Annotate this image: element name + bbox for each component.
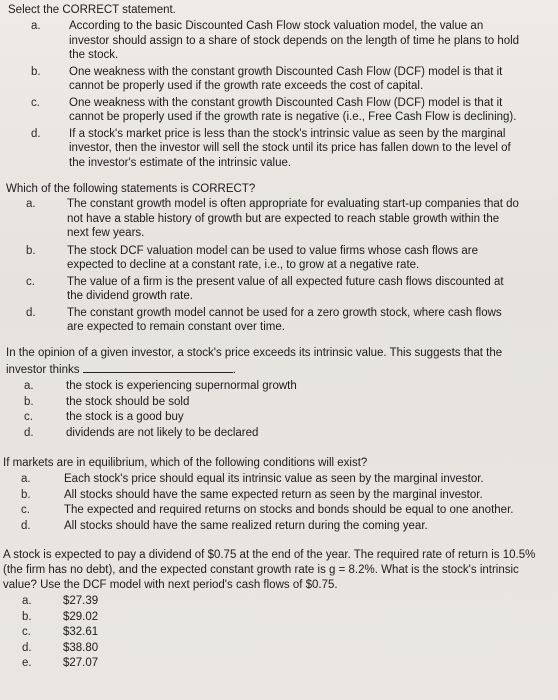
option-c[interactable]	[0, 503, 558, 518]
option-b[interactable]	[0, 488, 558, 503]
question-4	[0, 456, 558, 533]
option-a[interactable]	[0, 379, 558, 394]
option-text: One weakness with the constant growth Discounted Cash Flow (DCF) model is that it cannot be properly used if the growth rate exceeds the cost of capital.	[69, 65, 503, 92]
option-letter: d.	[21, 519, 31, 532]
option-letter: d.	[24, 426, 34, 439]
option-text: $29.02	[63, 610, 99, 623]
option-letter: c.	[21, 504, 30, 516]
question-1	[0, 3, 558, 170]
option-text: The constant growth model is often appropriate for evaluating start-up companies that do not have a stable history of growth but are expected to reach stable growth within the next few years.	[67, 198, 519, 239]
option-letter: a.	[31, 20, 41, 32]
option-letter: b.	[26, 244, 36, 257]
option-text: the stock should be sold	[66, 395, 190, 408]
option-text: Each stock's price should equal its intrinsic value as seen by the marginal investor.	[64, 473, 484, 485]
option-text: The constant growth model cannot be used for a zero growth stock, where cash flows are expected to remain constant over time.	[67, 306, 502, 333]
option-letter: b.	[21, 488, 31, 501]
stem-end: .	[232, 364, 236, 376]
option-a[interactable]	[0, 594, 558, 609]
option-b[interactable]	[0, 65, 558, 94]
question-3	[0, 346, 558, 440]
option-text: $27.07	[63, 657, 99, 669]
option-text: The value of a firm is the present value of all expected future cash flows discounted at the dividend growth rate.	[67, 275, 504, 302]
option-letter: a.	[22, 595, 32, 607]
question-stem	[0, 346, 541, 378]
option-text: $27.39	[63, 595, 99, 607]
option-c[interactable]	[0, 275, 558, 304]
question-stem: If markets are in equilibrium, which of the following conditions will exist?	[3, 457, 368, 469]
option-c[interactable]	[0, 410, 558, 425]
question-stem: A stock is expected to pay a dividend of $0.75 at the end of the year. The required rate of return is 10.5% (the firm has no debt), and the expected constant growth rate is g = 8.2%. What is the stock's intrinsic value? Use the DCF model with next period's cash flows of $0.75.	[3, 549, 536, 591]
option-e[interactable]	[0, 656, 558, 671]
option-letter: a.	[21, 473, 31, 485]
question-5	[0, 548, 558, 671]
option-text: dividends are not likely to be declared	[66, 426, 259, 439]
option-letter: a.	[24, 380, 34, 392]
option-text: According to the basic Discounted Cash Flow stock valuation model, the value an investor should assign to a share of stock depends on the length of time he plans to hold the stock.	[69, 20, 520, 61]
option-letter: c.	[26, 275, 35, 288]
option-b[interactable]	[0, 610, 558, 625]
answer-blank[interactable]	[83, 361, 233, 373]
option-c[interactable]	[0, 96, 558, 125]
option-d[interactable]	[0, 426, 558, 441]
option-letter: c.	[24, 411, 33, 423]
question-stem: Select the CORRECT statement.	[8, 4, 176, 16]
option-text: the stock is a good buy	[66, 411, 184, 423]
option-b[interactable]	[0, 395, 558, 410]
option-letter: b.	[24, 395, 34, 408]
option-letter: d.	[22, 641, 32, 654]
option-letter: a.	[26, 198, 36, 210]
question-2	[0, 182, 558, 335]
option-d[interactable]	[0, 127, 558, 171]
option-b[interactable]	[0, 244, 558, 273]
option-letter: b.	[22, 610, 32, 623]
option-letter: d.	[31, 127, 41, 140]
option-a[interactable]	[0, 197, 558, 241]
option-a[interactable]	[0, 19, 558, 63]
option-letter: e.	[22, 657, 32, 669]
option-text: All stocks should have the same realized return during the coming year.	[64, 519, 428, 532]
option-text: One weakness with the constant growth Discounted Cash Flow (DCF) model is that it cannot be properly used if the growth rate is negative (i.e., Free Cash Flow is declining).	[69, 96, 517, 123]
option-c[interactable]	[0, 625, 558, 640]
option-text: If a stock's market price is less than the stock's intrinsic value as seen by the marginal investor, then the investor will sell the stock until its price has fallen down to the level of the investor's estimate of the intrinsic value.	[69, 127, 511, 169]
option-text: the stock is experiencing supernormal growth	[66, 380, 297, 392]
option-d[interactable]	[0, 641, 558, 656]
question-stem: Which of the following statements is CORRECT?	[6, 183, 256, 195]
option-letter: c.	[31, 96, 40, 109]
option-a[interactable]	[0, 472, 558, 487]
option-text: $32.61	[63, 626, 99, 638]
option-letter: d.	[26, 306, 36, 319]
option-text: $38.80	[63, 641, 99, 654]
option-d[interactable]	[0, 519, 558, 534]
option-text: All stocks should have the same expected return as seen by the marginal investor.	[64, 488, 483, 501]
option-text: The expected and required returns on stocks and bonds should be equal to one another.	[64, 504, 514, 516]
option-text: The stock DCF valuation model can be used to value firms whose cash flows are expected to decline at a constant rate, i.e., to grow at a negative rate.	[67, 244, 478, 271]
option-letter: c.	[22, 626, 31, 638]
question-stem-text: In the opinion of a given investor, a stock's price exceeds its intrinsic value. This suggests that the investor thinks	[6, 347, 503, 376]
option-d[interactable]	[0, 306, 558, 335]
option-letter: b.	[31, 65, 41, 78]
